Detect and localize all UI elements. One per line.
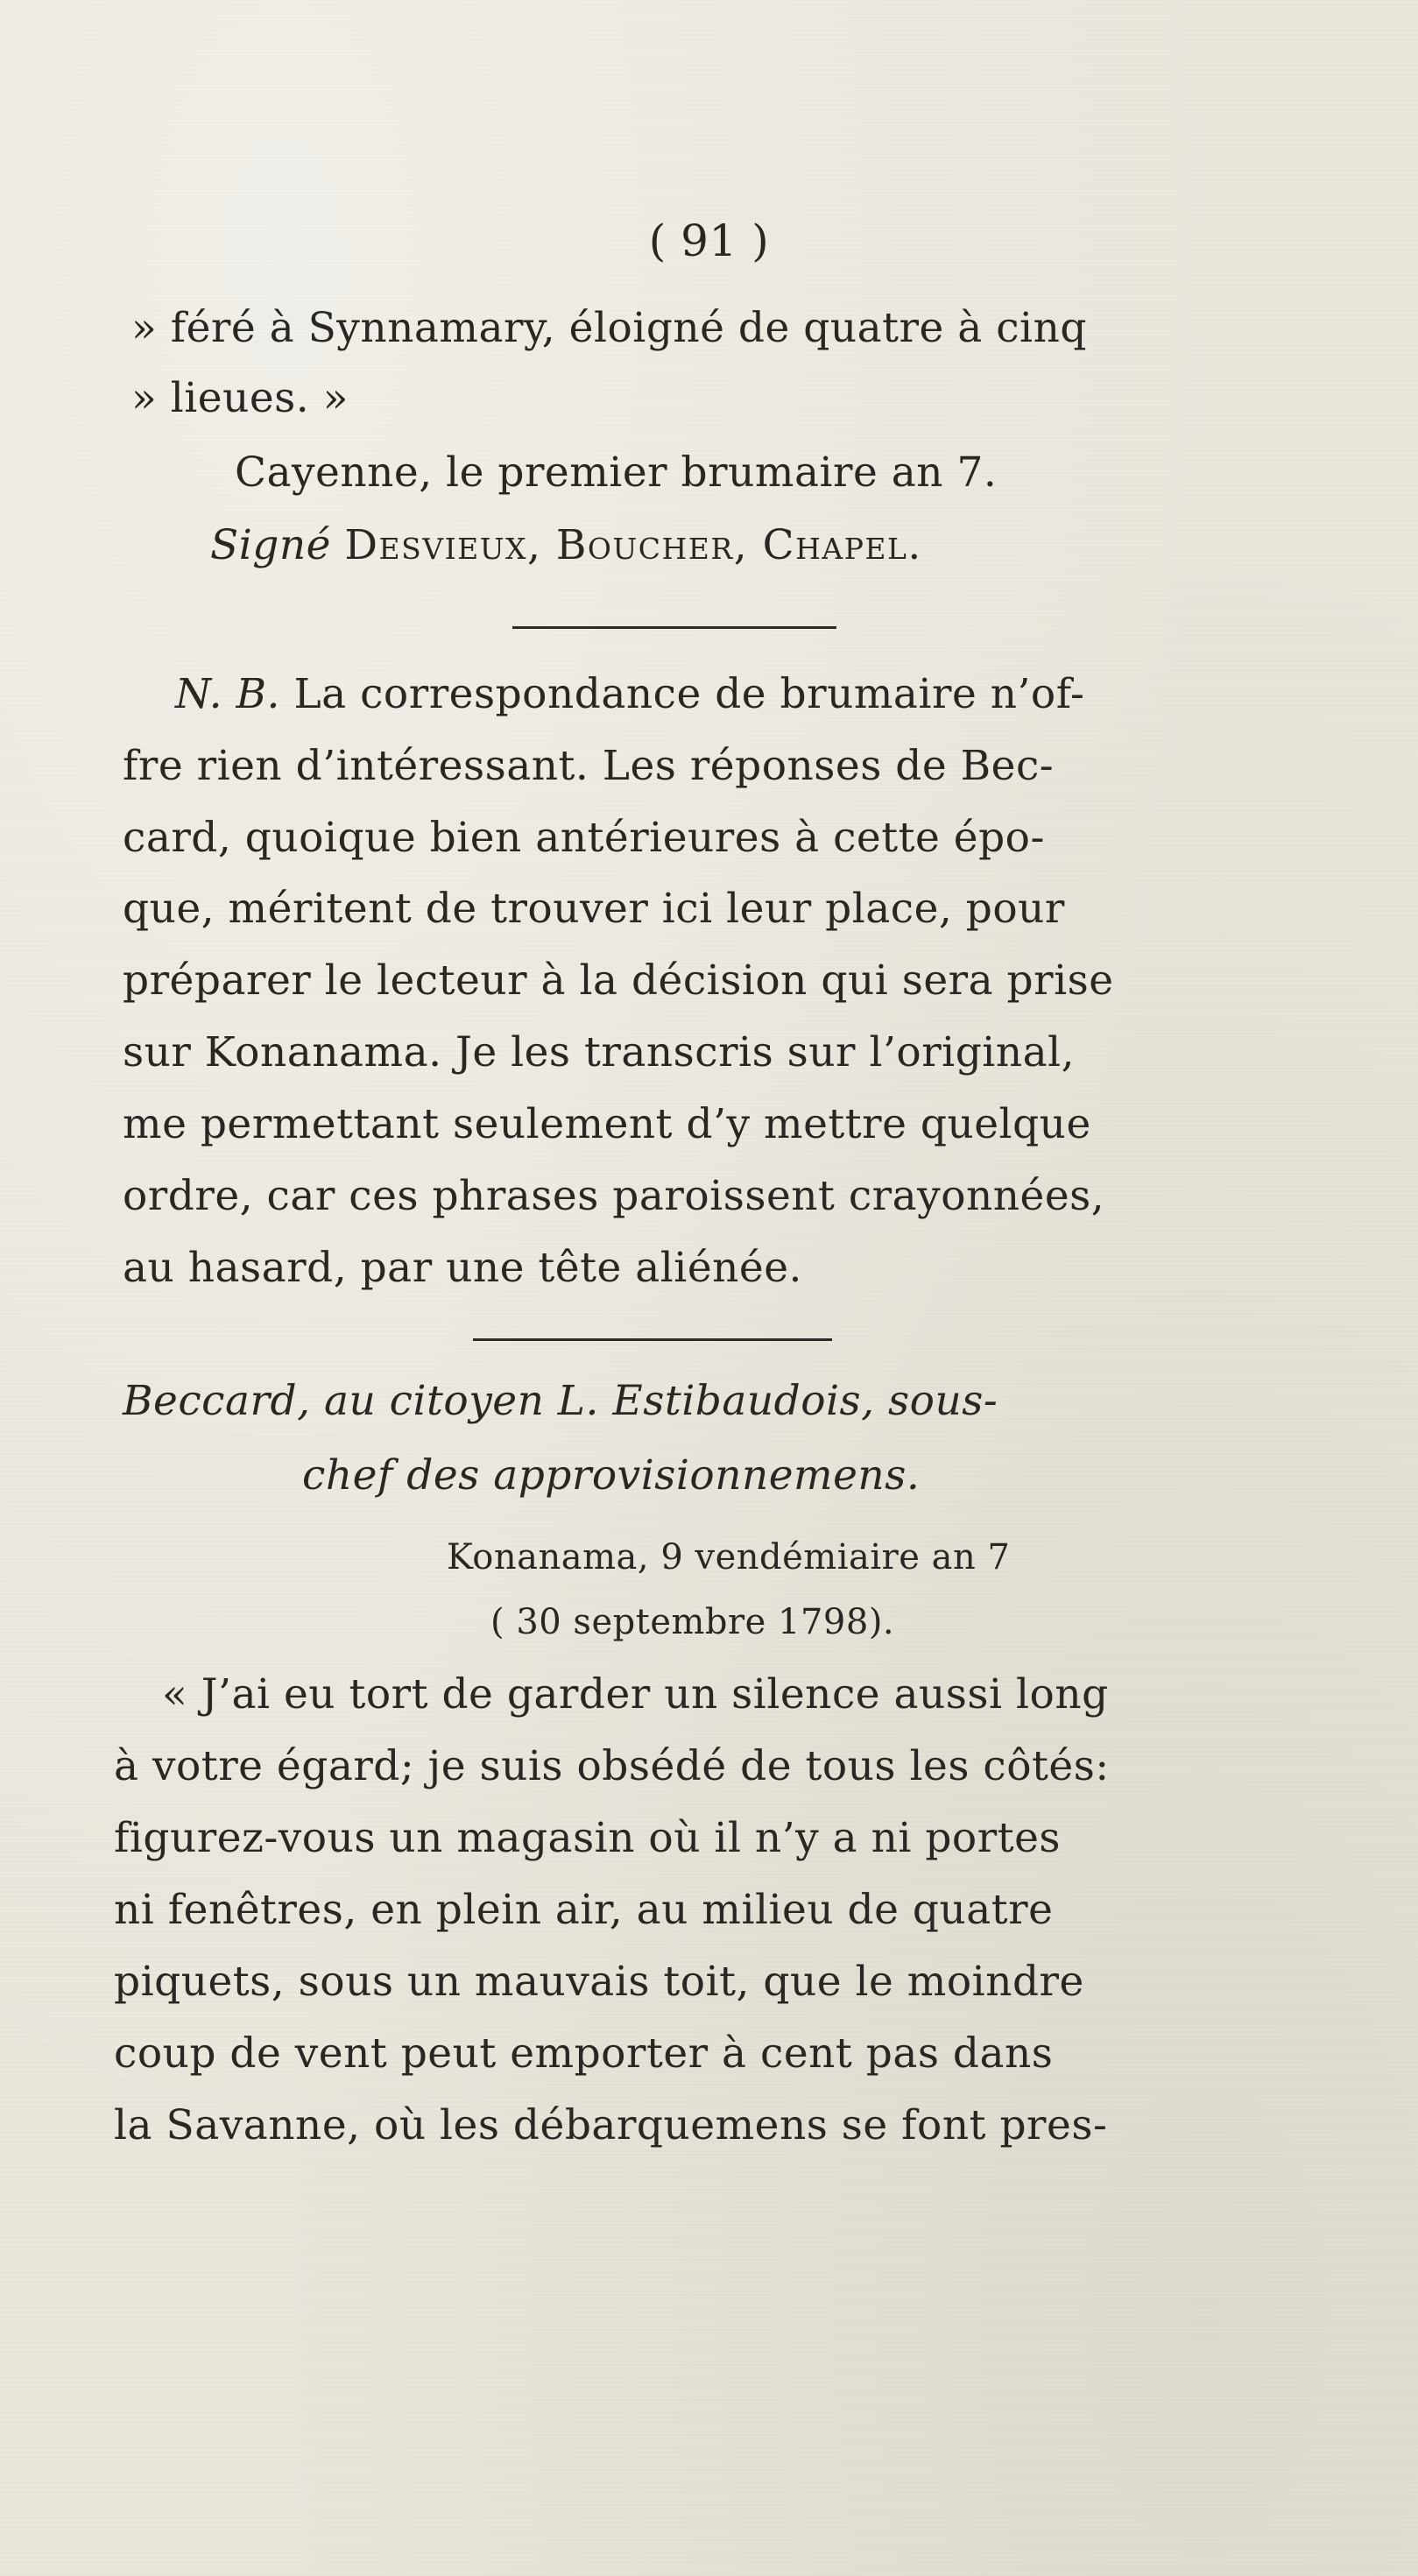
letter-date: ( 30 septembre 1798). <box>490 1602 895 1642</box>
letter-place-date: Konanama, 9 vendémiaire an 7 <box>447 1537 1011 1577</box>
page-number: ( 91 ) <box>648 215 770 266</box>
text-line: card, quoique bien antérieures à cette épo- <box>123 814 1045 862</box>
letter-heading: chef des approvisionnemens. <box>302 1451 921 1500</box>
text-line: me permettant seulement d’y mettre quelque <box>123 1100 1091 1148</box>
text-line: coup de vent peut emporter à cent pas dans <box>114 2029 1054 2078</box>
text-line: piquets, sous un mauvais toit, que le moindre <box>114 1958 1084 2006</box>
text-line: préparer le lecteur à la décision qui sera prise <box>123 956 1114 1005</box>
text-line: au hasard, par une tête aliénée. <box>123 1244 802 1292</box>
section-divider <box>512 626 836 629</box>
text-line: à votre égard; je suis obsédé de tous les côtés: <box>114 1742 1110 1790</box>
text-line: » lieues. » <box>131 374 349 422</box>
letter-heading: Beccard, au citoyen L. Estibaudois, sous- <box>123 1377 998 1425</box>
nb-line <box>175 668 1084 721</box>
text-line: Cayenne, le premier brumaire an 7. <box>235 448 998 497</box>
text-line: » féré à Synnamary, éloigné de quatre à cinq <box>131 304 1087 352</box>
text-line: sur Konanama. Je les transcris sur l’original, <box>123 1028 1076 1076</box>
text-line: ordre, car ces phrases paroissent crayonnées, <box>123 1172 1105 1220</box>
text-line: figurez-vous un magasin où il n’y a ni portes <box>114 1814 1062 1862</box>
text-line: fre rien d’intéressant. Les réponses de Bec- <box>123 742 1055 790</box>
nb-label: N. B. <box>175 670 280 718</box>
signatories: Desvieux, Boucher, Chapel. <box>344 521 922 569</box>
text-line: ni fenêtres, en plein air, au milieu de quatre <box>114 1886 1054 1934</box>
signature-line <box>210 519 922 572</box>
text-line: que, méritent de trouver ici leur place, pour <box>123 885 1065 933</box>
text-line: « J’ai eu tort de garder un silence aussi long <box>162 1670 1109 1719</box>
text-line: la Savanne, où les débarquemens se font pres- <box>114 2101 1108 2149</box>
nb-text: La correspondance de brumaire n’of- <box>293 670 1085 718</box>
section-divider <box>473 1338 832 1341</box>
signe-label: Signé <box>210 521 331 569</box>
